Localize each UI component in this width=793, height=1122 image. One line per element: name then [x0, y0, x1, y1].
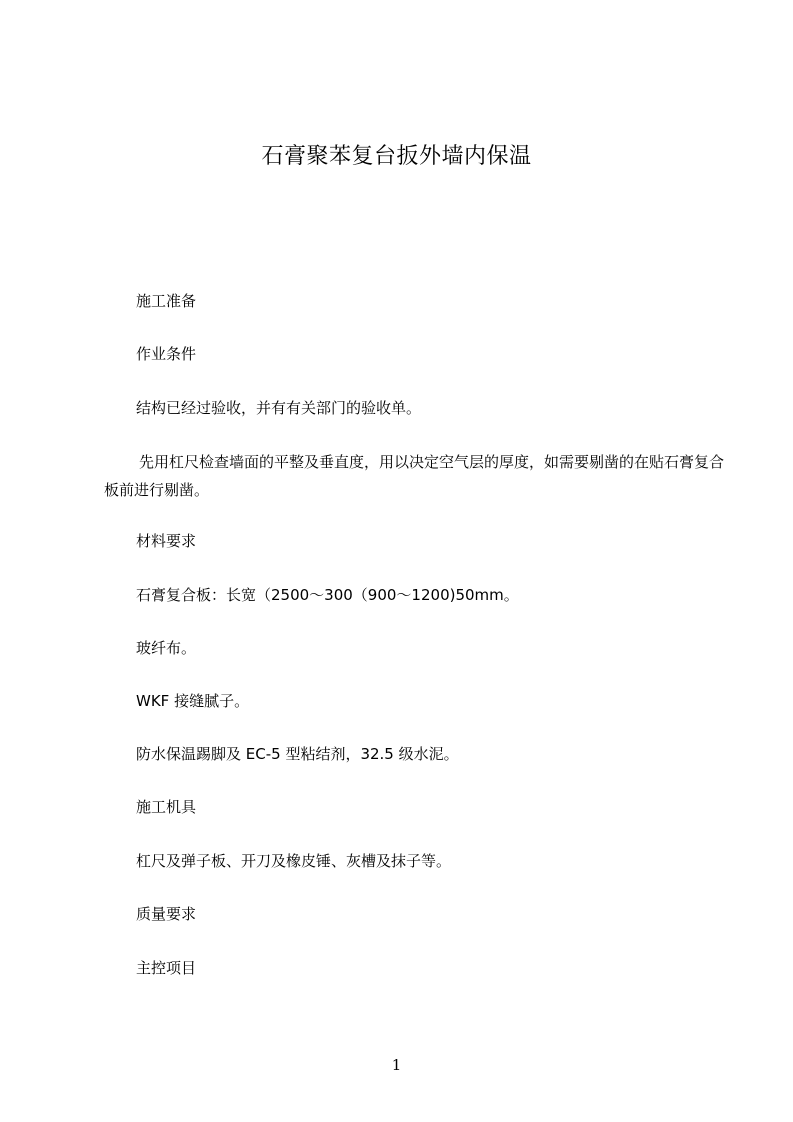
heading-work-conditions: 作业条件 [136, 345, 197, 363]
page-number: 1 [391, 1056, 402, 1074]
paragraph-tools-list: 杠尺及弹子板、开刀及橡皮锤、灰槽及抹子等。 [136, 852, 452, 870]
document-title: 石膏聚苯复台扳外墙内保温 [261, 144, 532, 169]
heading-construction-preparation: 施工准备 [136, 292, 197, 310]
heading-construction-tools: 施工机具 [136, 798, 197, 816]
paragraph-joint-putty: WKF 接缝腻子。 [136, 692, 250, 710]
heading-material-requirements: 材料要求 [136, 532, 197, 550]
paragraph-gypsum-board-size: 石膏复合板：长宽（2500～300（900～1200)50mm。 [136, 586, 519, 604]
paragraph-fiberglass-cloth: 玻纤布。 [136, 639, 197, 657]
heading-main-control-items: 主控项目 [136, 959, 197, 977]
paragraph-structure-accepted: 结构已经过验收，并有有关部门的验收单。 [136, 399, 422, 417]
paragraph-skirting-adhesive: 防水保温踢脚及 EC-5 型粘结剂，32.5 级水泥。 [136, 745, 459, 763]
paragraph-wall-inspection: 先用杠尺检查墙面的平整及垂直度，用以决定空气层的厚度，如需要剔凿的在贴石膏复合板前进行剔凿。 [104, 453, 725, 499]
heading-quality-requirements: 质量要求 [136, 905, 197, 923]
